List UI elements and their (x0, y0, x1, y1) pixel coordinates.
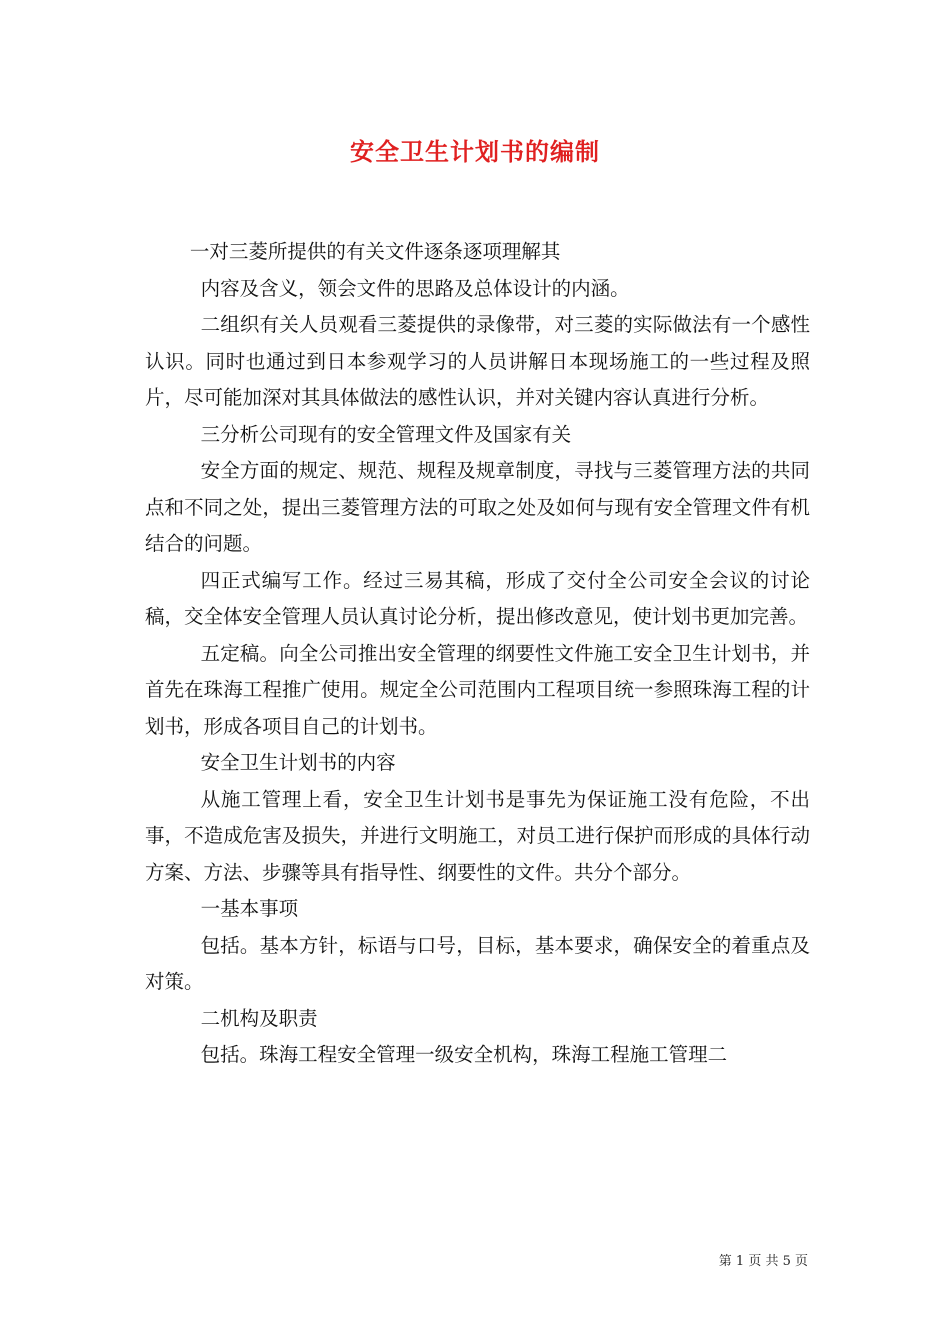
paragraph: 二组织有关人员观看三菱提供的录像带，对三菱的实际做法有一个感性认识。同时也通过到日本参观学习的人员讲解日本现场施工的一些过程及照片，尽可能加深对其具体做法的感性认识，并对关键内容认真进行分析。 (145, 313, 810, 409)
paragraph: 三分析公司现有的安全管理文件及国家有关 (200, 422, 572, 446)
paragraph: 从施工管理上看，安全卫生计划书是事先为保证施工没有危险，不出事，不造成危害及损失，并进行文明施工，对员工进行保护而形成的具体行动方案、方法、步骤等具有指导性、纲要性的文件。共分个部分。 (145, 787, 810, 884)
paragraph: 安全方面的规定、规范、规程及规章制度，寻找与三菱管理方法的共同点和不同之处，提出三菱管理方法的可取之处及如何与现有安全管理文件有机结合的问题。 (145, 459, 810, 555)
paragraph: 四正式编写工作。经过三易其稿，形成了交付全公司安全会议的讨论稿，交全体安全管理人员认真讨论分析，提出修改意见，使计划书更加完善。 (145, 568, 810, 628)
paragraph: 包括。珠海工程安全管理一级安全机构，珠海工程施工管理二 (200, 1043, 728, 1066)
section-heading: 安全卫生计划书的内容 (200, 751, 396, 774)
paragraph: 五定稿。向全公司推出安全管理的纲要性文件施工安全卫生计划书，并首先在珠海工程推广使用。规定全公司范围内工程项目统一参照珠海工程的计划书，形成各项目自己的计划书。 (145, 641, 810, 738)
section-heading: 一基本事项 (200, 897, 299, 920)
page-number: 第 1 页 共 5 页 (718, 1254, 808, 1269)
paragraph: 包括。基本方针，标语与口号，目标，基本要求，确保安全的着重点及对策。 (145, 933, 810, 993)
section-heading: 二机构及职责 (200, 1006, 318, 1030)
document-title: 安全卫生计划书的编制 (350, 138, 600, 166)
document-body (145, 234, 810, 1074)
paragraph: 一对三菱所提供的有关文件逐条逐项理解其 (189, 240, 561, 263)
paragraph: 内容及含义，领会文件的思路及总体设计的内涵。 (200, 276, 630, 300)
